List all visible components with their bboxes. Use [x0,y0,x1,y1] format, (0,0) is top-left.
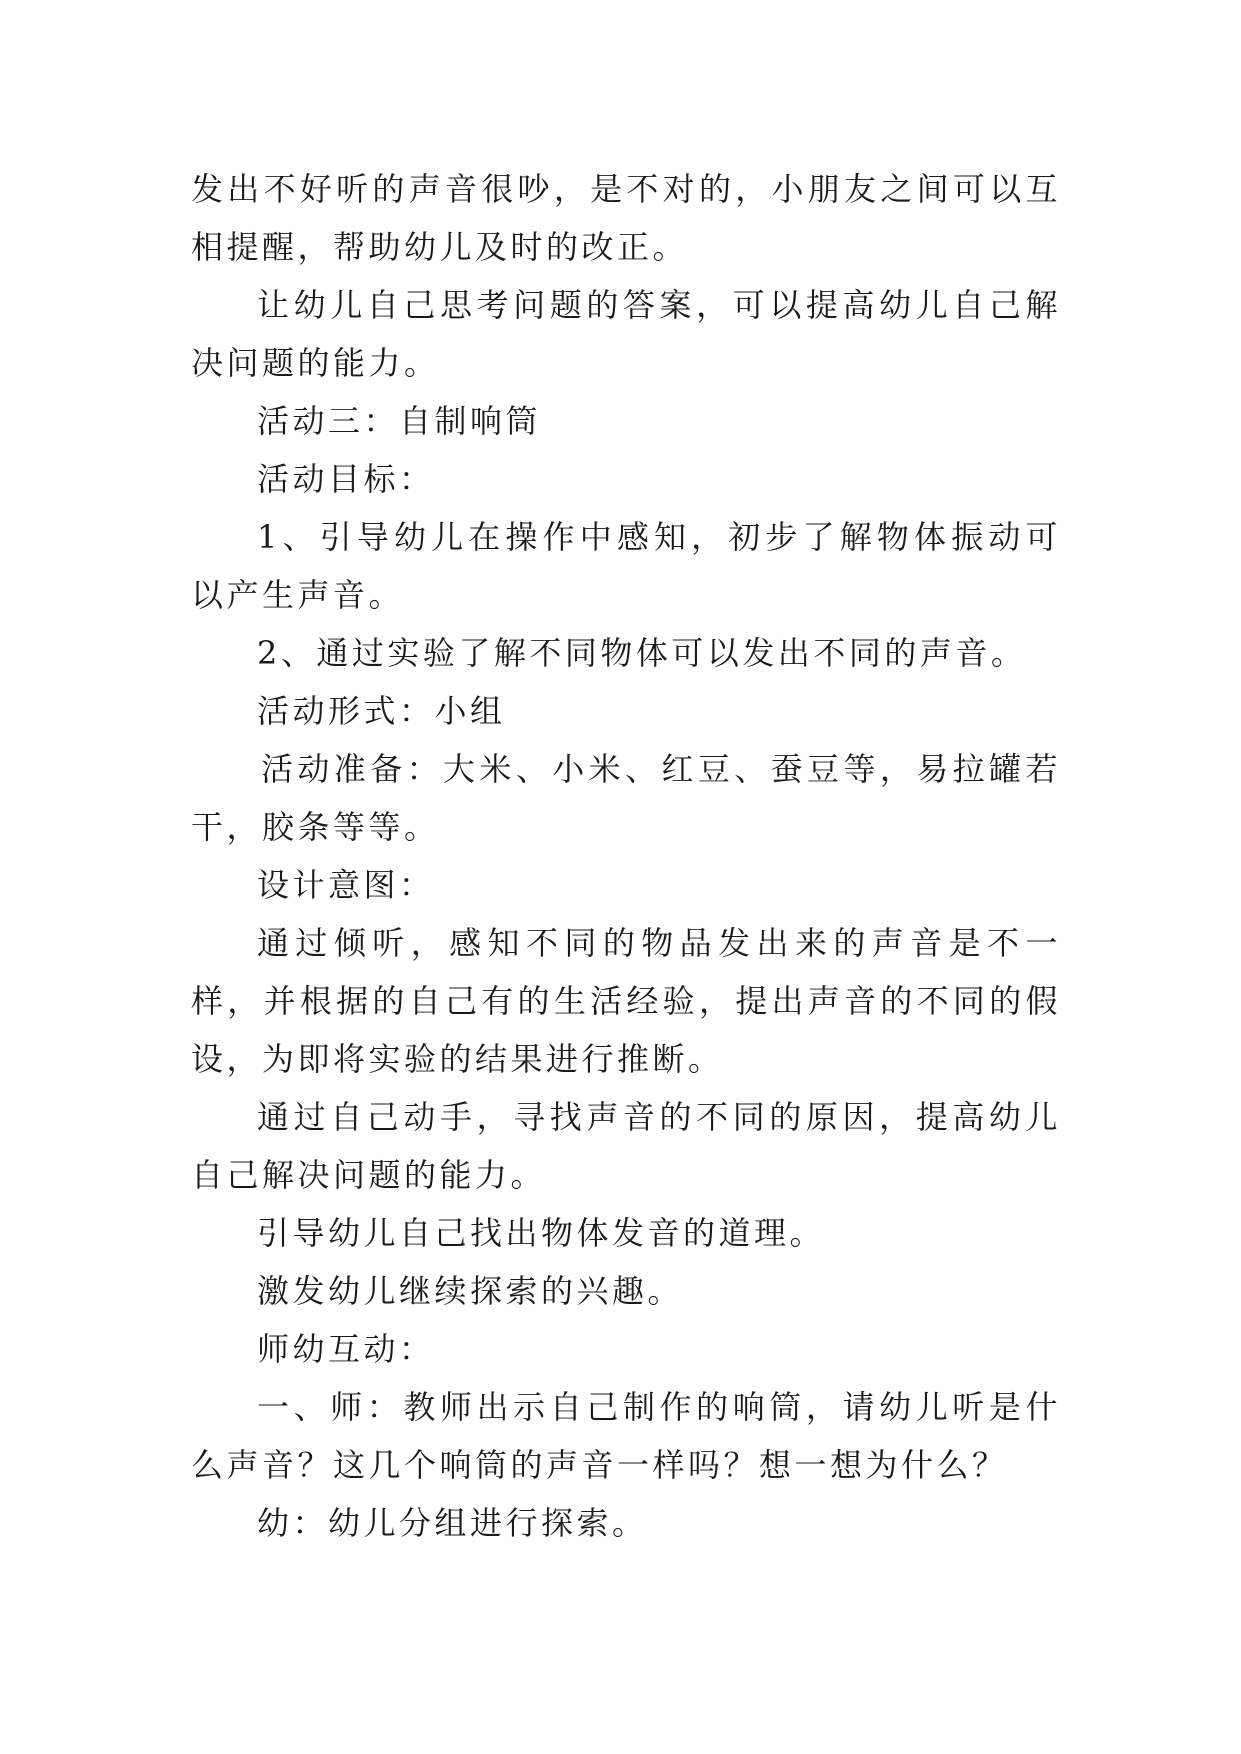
design-paragraph-3: 引导幼儿自己找出物体发音的道理。 [257,1214,826,1252]
paragraph-reflection: 让幼儿自己思考问题的答案，可以提高幼儿自己解决问题的能力。 [191,286,1061,382]
interaction-step-1: 一、师：教师出示自己制作的响筒，请幼儿听是什么声音？这几个响筒的声音一样吗？想一想为什么？ [191,1388,1061,1484]
paragraph-continuation: 发出不好听的声音很吵，是不对的，小朋友之间可以互相提醒，帮助幼儿及时的改正。 [191,170,1061,266]
section-label-design: 设计意图： [257,866,435,904]
activity-form: 活动形式：小组 [257,692,506,730]
design-paragraph-4: 激发幼儿继续探索的兴趣。 [257,1272,684,1310]
design-paragraph-1: 通过倾听，感知不同的物品发出来的声音是不一样，并根据的自己有的生活经验，提出声音的不同的假设，为即将实验的结果进行推断。 [191,924,1061,1078]
interaction-child-response: 幼：幼儿分组进行探索。 [257,1504,648,1542]
document-page [191,160,1061,1552]
activity-materials: 活动准备：大米、小米、红豆、蚕豆等，易拉罐若干，胶条等等。 [191,750,1061,846]
section-label-goals: 活动目标： [257,460,435,498]
design-paragraph-2: 通过自己动手，寻找声音的不同的原因，提高幼儿自己解决问题的能力。 [191,1098,1061,1194]
activity-heading: 活动三：自制响筒 [257,402,542,440]
section-label-interaction: 师幼互动： [257,1330,435,1368]
goal-item-1: 1、引导幼儿在操作中感知，初步了解物体振动可以产生声音。 [191,518,1061,614]
goal-item-2: 2、通过实验了解不同物体可以发出不同的声音。 [257,634,1027,672]
